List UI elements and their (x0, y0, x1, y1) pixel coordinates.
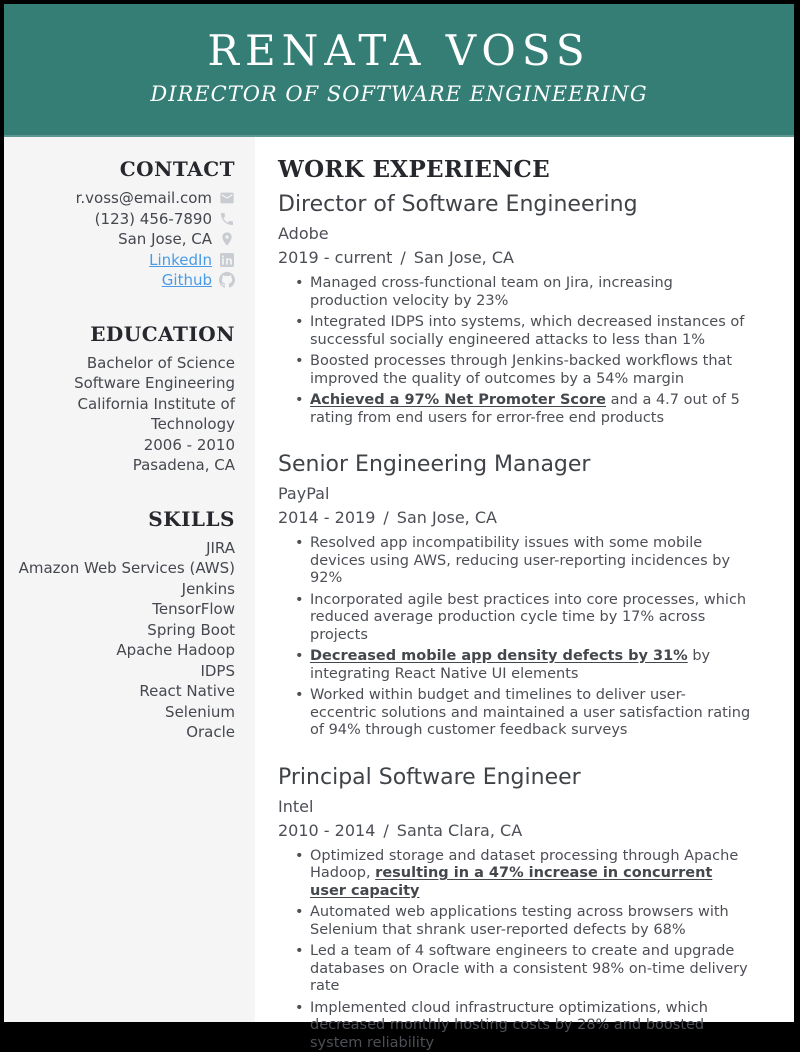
dates-location-separator: / (392, 248, 413, 267)
contact-location-text: San Jose, CA (118, 229, 212, 250)
education-section (18, 322, 235, 476)
bullet-text: and a 4.7 out of 5 rating from end users for error-free end products (310, 392, 740, 426)
resume-page (4, 4, 794, 1022)
education-line: Bachelor of Science (18, 353, 235, 374)
job-bullet (278, 648, 752, 683)
bullet-text: Resolved app incompatibility issues with some mobile devices using AWS, reducing user-reporting incidences by 92% (310, 535, 730, 586)
skills-list (18, 538, 235, 743)
bullet-marker: • (295, 848, 304, 866)
bullet-marker: • (295, 392, 304, 410)
job-dates: 2019 - current (278, 248, 392, 267)
github-icon (219, 272, 235, 288)
contact-item (18, 229, 235, 250)
bullet-text: Optimized storage and dataset processing through Apache Hadoop, (310, 848, 738, 882)
bullet-text-emphasized: resulting in a 47% increase in concurrent user capacity (310, 865, 712, 899)
job-bullet (278, 904, 752, 939)
bullet-text: Led a team of 4 software engineers to create and upgrade databases on Oracle with a consistent 98% on-time delivery rate (310, 943, 748, 994)
work-experience-heading: WORK EXPERIENCE (278, 156, 752, 183)
skill-item: React Native (18, 681, 235, 702)
job-bullet (278, 687, 752, 740)
job-bullet (278, 535, 752, 588)
content-columns (4, 137, 794, 1022)
contact-section (18, 157, 235, 291)
job-dates-location (278, 821, 752, 840)
contact-list (18, 188, 235, 291)
job-bullets (278, 275, 752, 427)
job-company: Adobe (278, 224, 752, 243)
job-location: San Jose, CA (414, 248, 514, 267)
mail-icon (219, 190, 235, 206)
job-dates-location (278, 508, 752, 527)
skills-heading: SKILLS (18, 507, 235, 531)
bullet-marker: • (295, 943, 304, 961)
job-title: Principal Software Engineer (278, 765, 752, 790)
location-icon (219, 231, 235, 247)
bullet-text: Integrated IDPS into systems, which decreased instances of successful socially engineered attacks to less than 1% (310, 314, 744, 348)
job-dates-location (278, 248, 752, 267)
bullet-marker: • (295, 904, 304, 922)
bullet-text: Automated web applications testing across browsers with Selenium that shrank user-reported defects by 68% (310, 904, 729, 938)
job-company: Intel (278, 797, 752, 816)
job-title: Director of Software Engineering (278, 192, 752, 217)
job-bullet (278, 943, 752, 996)
contact-mail-text: r.voss@email.com (76, 188, 212, 209)
bullet-marker: • (295, 275, 304, 293)
education-list (18, 353, 235, 476)
bullet-marker: • (295, 648, 304, 666)
contact-phone-text: (123) 456-7890 (95, 209, 212, 230)
job-bullet (278, 353, 752, 388)
skill-item: IDPS (18, 661, 235, 682)
phone-icon (219, 211, 235, 227)
job-bullet (278, 1000, 752, 1052)
skill-item: Spring Boot (18, 620, 235, 641)
person-title: DIRECTOR OF SOFTWARE ENGINEERING (4, 82, 794, 106)
skills-section (18, 507, 235, 743)
bullet-text: Implemented cloud infrastructure optimizations, which decreased monthly hosting costs by 28% and boosted system reliability (310, 1000, 708, 1051)
skill-item: Amazon Web Services (AWS) (18, 558, 235, 579)
resume-header (4, 4, 794, 137)
dates-location-separator: / (375, 508, 396, 527)
education-line: Software Engineering (18, 373, 235, 394)
skill-item: Jenkins (18, 579, 235, 600)
job-bullet (278, 275, 752, 310)
job-entry (278, 452, 752, 740)
linkedin-link[interactable]: LinkedIn (149, 250, 212, 271)
job-location: Santa Clara, CA (397, 821, 522, 840)
education-line: 2006 - 2010 (18, 435, 235, 456)
contact-item (18, 270, 235, 291)
work-experience-section (255, 137, 794, 1022)
dates-location-separator: / (375, 821, 396, 840)
education-line: Pasadena, CA (18, 455, 235, 476)
education-line: California Institute of Technology (18, 394, 235, 435)
bullet-text: Managed cross-functional team on Jira, increasing production velocity by 23% (310, 275, 673, 309)
job-bullet (278, 592, 752, 645)
contact-heading: CONTACT (18, 157, 235, 181)
skill-item: Selenium (18, 702, 235, 723)
job-company: PayPal (278, 484, 752, 503)
job-location: San Jose, CA (397, 508, 497, 527)
bullet-text: Boosted processes through Jenkins-backed workflows that improved the quality of outcomes by a 54% margin (310, 353, 732, 387)
job-entry (278, 765, 752, 1052)
sidebar (4, 137, 255, 1022)
bullet-marker: • (295, 1000, 304, 1018)
skill-item: JIRA (18, 538, 235, 559)
bullet-marker: • (295, 314, 304, 332)
bullet-marker: • (295, 592, 304, 610)
github-link[interactable]: Github (162, 270, 212, 291)
bullet-text: by integrating React Native UI elements (310, 648, 710, 682)
job-entry (278, 192, 752, 427)
job-bullet (278, 314, 752, 349)
contact-item (18, 250, 235, 271)
job-bullets (278, 535, 752, 740)
job-dates: 2014 - 2019 (278, 508, 375, 527)
bullet-marker: • (295, 687, 304, 705)
skill-item: TensorFlow (18, 599, 235, 620)
skill-item: Oracle (18, 722, 235, 743)
job-bullet (278, 392, 752, 427)
linkedin-icon (219, 252, 235, 268)
bullet-marker: • (295, 535, 304, 553)
person-name: RENATA VOSS (4, 26, 794, 76)
bullet-text-emphasized: Decreased mobile app density defects by 31% (310, 648, 688, 664)
contact-item (18, 209, 235, 230)
job-dates: 2010 - 2014 (278, 821, 375, 840)
job-bullets (278, 848, 752, 1052)
bullet-text: Worked within budget and timelines to deliver user-eccentric solutions and maintained a user satisfaction rating of 94% through customer feedback surveys (310, 687, 750, 738)
skill-item: Apache Hadoop (18, 640, 235, 661)
job-bullet (278, 848, 752, 901)
job-title: Senior Engineering Manager (278, 452, 752, 477)
bullet-text-emphasized: Achieved a 97% Net Promoter Score (310, 392, 606, 408)
bullet-marker: • (295, 353, 304, 371)
education-heading: EDUCATION (18, 322, 235, 346)
jobs-list (278, 192, 752, 1052)
bullet-text: Incorporated agile best practices into core processes, which reduced average production cycle time by 17% across projects (310, 592, 746, 643)
contact-item (18, 188, 235, 209)
